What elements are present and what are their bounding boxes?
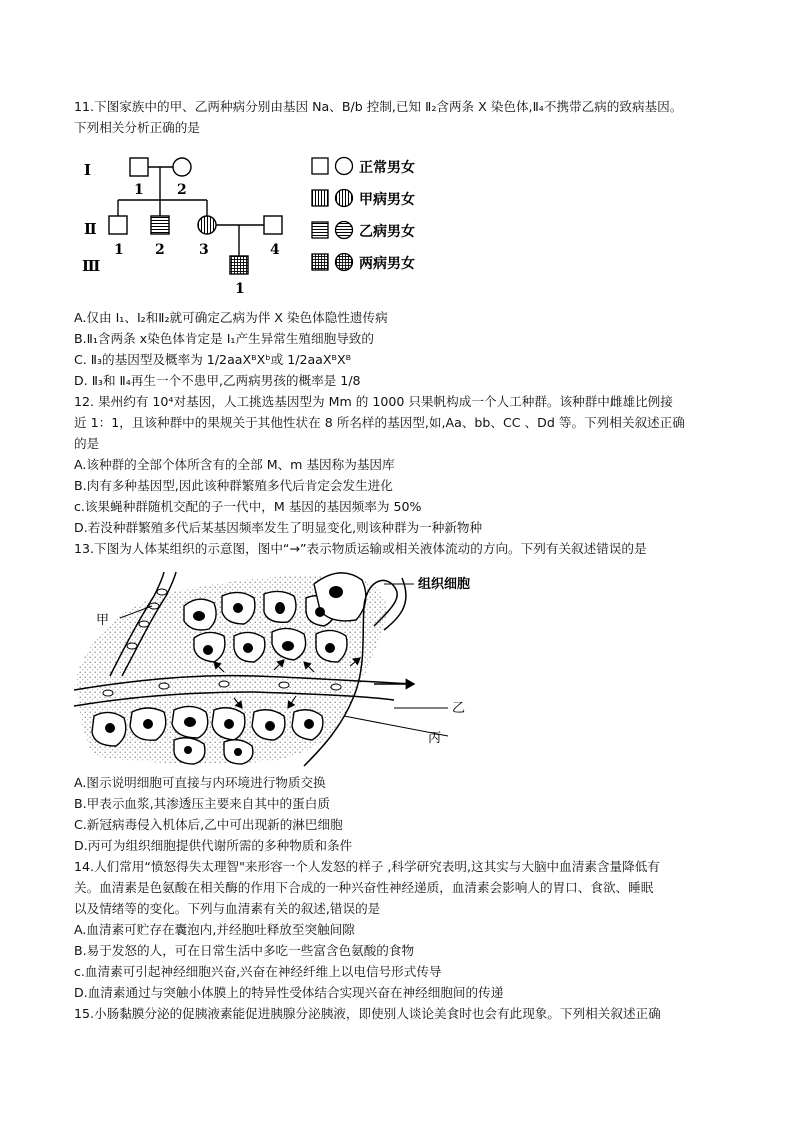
- individual-number: 4: [270, 242, 280, 258]
- q11-option-c: C. Ⅱ₃的基因型及概率为 1/2aaXᴮXᵇ或 1/2aaXᴮXᴮ: [74, 352, 352, 367]
- q11-stem-line2: 下列相关分析正确的是: [74, 120, 200, 135]
- generation-label: Ⅱ: [84, 220, 97, 238]
- q14-option-c: c.血清素可引起神经细胞兴奋,兴奋在神经纤维上以电信号形式传导: [74, 964, 442, 979]
- label-yi: 乙: [452, 701, 466, 716]
- individual-I1-male: [130, 158, 148, 176]
- q14-option-a: A.血清素可贮存在囊泡内,并经胞吐释放至突触间隙: [74, 922, 355, 937]
- legend-yi-male-symbol: [312, 222, 328, 238]
- q14-stem-line1: 14.人们常用“愤怒得失太理智"来形容一个人发怒的样子 ,科学研究表明,这其实与大脑中血清素含量降低有: [74, 859, 660, 874]
- tissue-diagram: [74, 566, 494, 771]
- individual-II4-male: [264, 216, 282, 234]
- q12-option-d: D.若没种群繁殖多代后某基因频率发生了明显变化,则该种群为一种新物种: [74, 520, 483, 535]
- q12-stem-line3: 的是: [74, 436, 100, 451]
- generation-label: Ⅲ: [82, 257, 101, 275]
- legend-normal-label: 正常男女: [359, 160, 415, 176]
- generation-label: Ⅰ: [84, 161, 92, 179]
- q12-option-a: A.该种群的全部个体所含有的全部 M、m 基因称为基因库: [74, 457, 395, 472]
- q11-option-a: A.仅由 Ⅰ₁、Ⅰ₂和Ⅱ₂就可确定乙病为伴 X 染色体隐性遗传病: [74, 310, 388, 325]
- q14-option-d: D.血清素通过与突触小体膜上的特异性受体结合实现兴奋在神经细胞间的传递: [74, 985, 504, 1000]
- pedigree-figure: [74, 150, 434, 300]
- legend-normal-female-symbol: [336, 158, 353, 175]
- legend-jia-label: 甲病男女: [359, 192, 415, 208]
- individual-II1-male: [109, 216, 127, 234]
- legend-both-female-symbol: [336, 254, 353, 271]
- q12-stem-line1: 12. 果州约有 10⁴对基因，人工挑选基因型为 Mm 的 1000 只果帆构成一个人工种群。该种群中雌雄比例接: [74, 394, 673, 409]
- individual-III1-both-male: [230, 256, 248, 274]
- legend-jia-male-symbol: [312, 190, 328, 206]
- legend-normal-male-symbol: [312, 158, 328, 174]
- q12-option-c: c.该果蝇种群随机交配的子一代中，M 基因的基因频率为 50%: [74, 499, 422, 514]
- legend-both-male-symbol: [312, 254, 328, 270]
- individual-number: 1: [235, 281, 245, 297]
- legend-yi-female-symbol: [336, 222, 353, 239]
- legend-both-label: 两病男女: [359, 256, 415, 272]
- label-tissue-cell: 组织细胞: [418, 577, 471, 592]
- q15-stem-line1: 15.小肠黏膜分泌的促胰液素能促进胰腺分泌胰液，即使别人谈论美食时也会有此现象。下列相关叙述正确: [74, 1006, 661, 1021]
- q12-stem-line2: 近 1：1，且该种群中的果规关于其他性状在 8 所名样的基因型,如,Aa、bb、CC 、Dd 等。下列相关叙述正确: [74, 415, 685, 430]
- q14-stem-line3: 以及情绪等的变化。下列与血清素有关的叙述,错误的是: [74, 901, 381, 916]
- q11-stem-line1: 11.下图家族中的甲、乙两种病分别由基因 Na、B/b 控制,已知 Ⅱ₂含两条 X 染色体,Ⅱ₄不携带乙病的致病基因。: [74, 99, 683, 114]
- individual-II3-jia-female: [198, 216, 216, 234]
- q13-option-d: D.丙可为组织细胞提供代谢所需的多种物质和条件: [74, 838, 353, 853]
- individual-I2-female: [173, 158, 191, 176]
- q11-option-d: D. Ⅱ₃和 Ⅱ₄再生一个不患甲,乙两病男孩的概率是 1/8: [74, 373, 361, 388]
- individual-number: 2: [177, 182, 187, 198]
- q13-option-c: C.新冠病毒侵入机体后,乙中可出现新的淋巴细胞: [74, 817, 343, 832]
- label-jia: 甲: [96, 613, 110, 628]
- individual-number: 2: [155, 242, 165, 258]
- legend-jia-female-symbol: [336, 190, 353, 207]
- q13-option-b: B.甲表示血浆,其渗透压主要来自其中的蛋白质: [74, 796, 330, 811]
- q12-option-b: B.肉有多种基因型,因此该种群繁殖多代后肯定会发生进化: [74, 478, 393, 493]
- q11-option-b: B.Ⅱ₁含两条 x染色体肯定是 Ⅰ₁产生异常生殖细胞导致的: [74, 331, 374, 346]
- q13-stem: 13.下图为人体某组织的示意图，图中“→”表示物质运输或相关液体流动的方向。下列有关叙述错误的是: [74, 541, 647, 556]
- individual-number: 1: [134, 182, 144, 198]
- label-bing: 丙: [428, 731, 442, 746]
- legend-yi-label: 乙病男女: [359, 224, 415, 240]
- individual-II2-yi-male: [151, 216, 169, 234]
- individual-number: 3: [199, 242, 209, 258]
- q13-option-a: A.图示说明细胞可直接与内环境进行物质交换: [74, 775, 326, 790]
- individual-number: 1: [114, 242, 124, 258]
- q14-stem-line2: 关。血清素是色氨酸在相关酶的作用下合成的一种兴奋性神经递质，血清素会影响人的胃口、食欲、睡眠: [74, 880, 654, 895]
- q14-option-b: B.易于发怒的人，可在日常生活中多吃一些富含色氨酸的食物: [74, 943, 415, 958]
